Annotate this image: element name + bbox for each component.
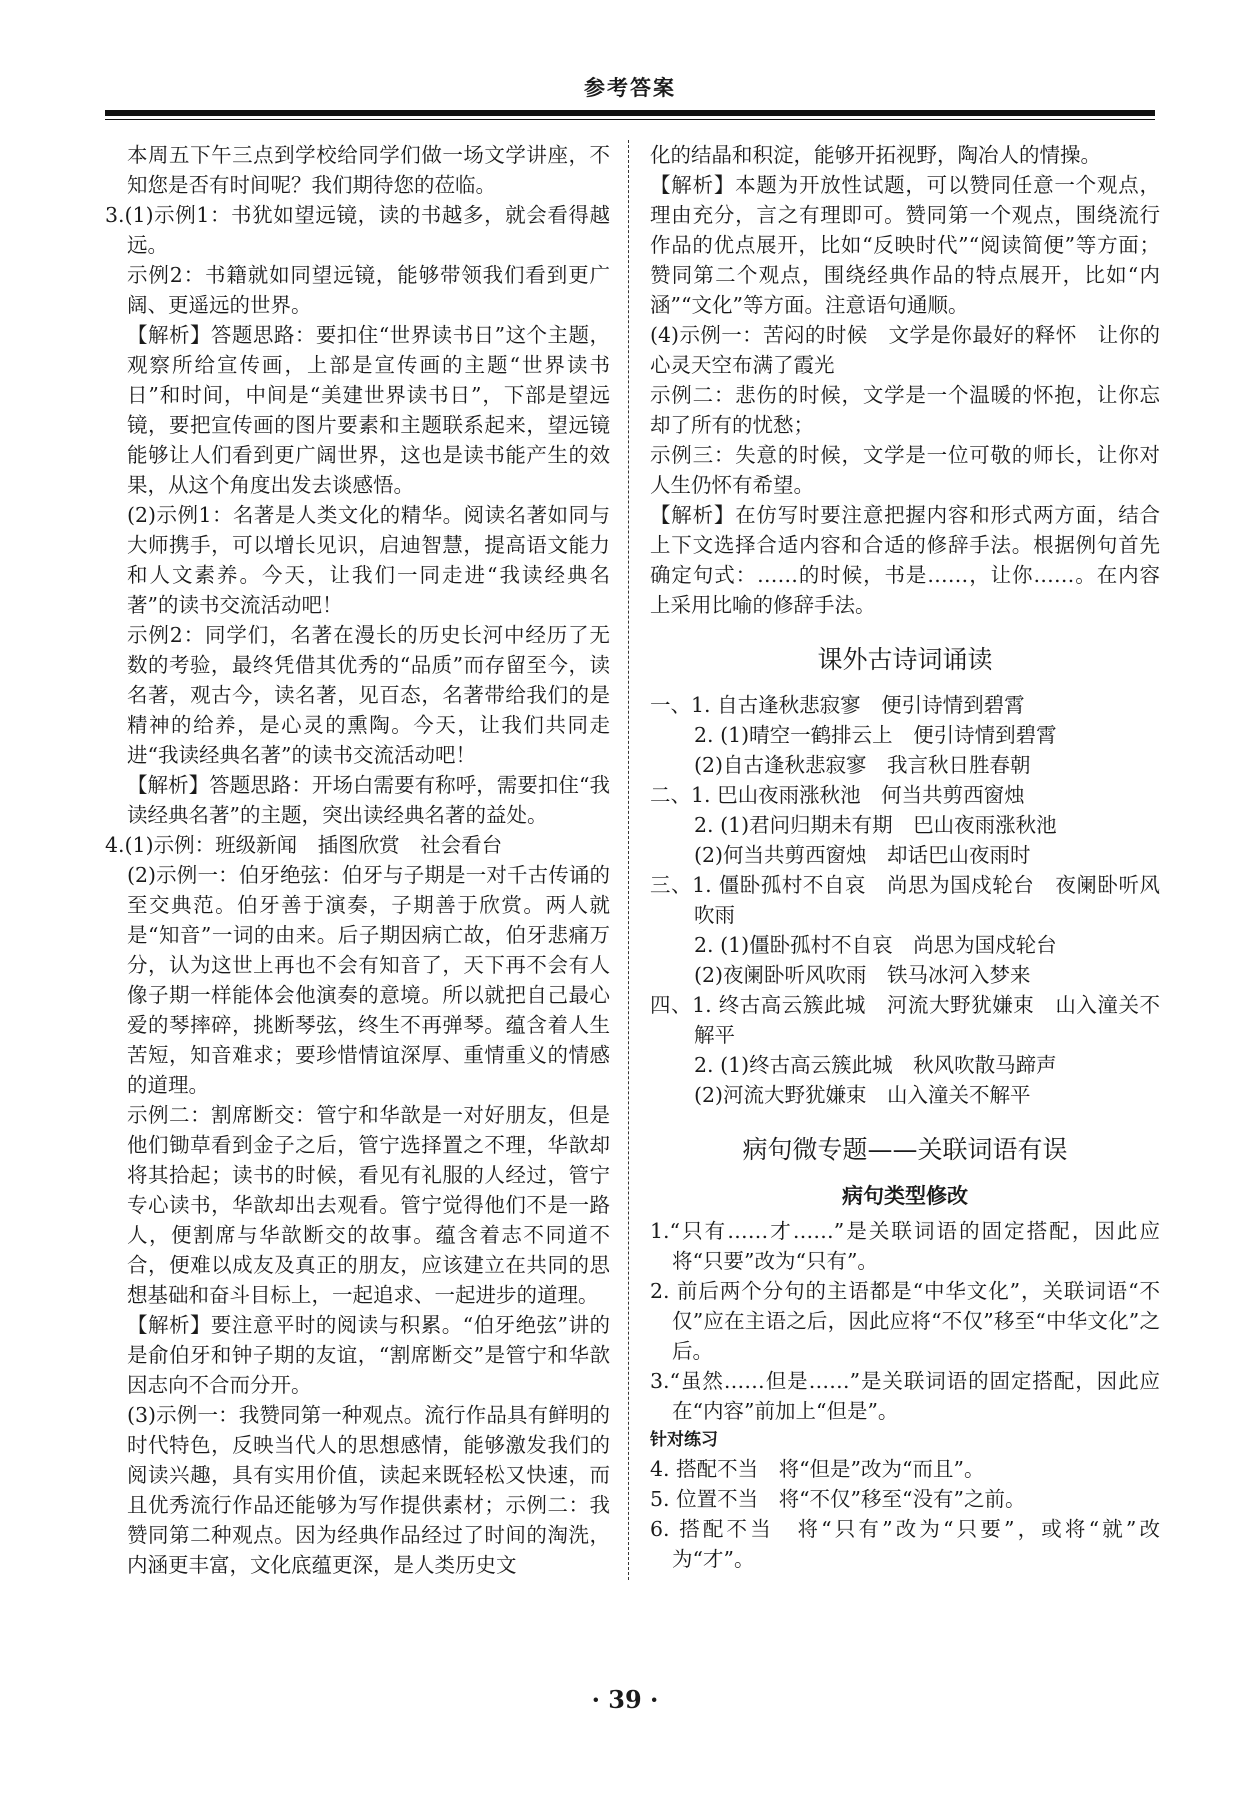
sentence-item: 1.“只有……才……”是关联词语的固定搭配，因此应将“只要”改为“只有”。 (650, 1219, 1160, 1273)
answer-paragraph: (3)示例一：我赞同第一种观点。流行作品具有鲜明的时代特色，反映当代人的思想感情，能够激发我们的阅读兴趣，具有实用价值，读起来既轻松又快速，而且优秀流行作品还能够为写作提供素材；示例二：我赞同第二种观点。因为经典作品经过了时间的淘洗，内涵更丰富，文化底蕴更深，是人类历史文 (127, 1403, 610, 1577)
poetry-section-title: 课外古诗词诵读 (817, 645, 993, 674)
answer-paragraph: 示例二：悲伤的时候，文学是一个温暖的怀抱，让你忘却了所有的忧愁； (650, 383, 1160, 437)
poetry-line: 2. (1)终古高云簇此城 秋风吹散马蹄声 (694, 1053, 1057, 1077)
answer-paragraph: (2)示例1：名著是人类文化的精华。阅读名著如同与大师携手，可以增长见识，启迪智慧，提高语文能力和人文素养。今天，让我们一同走进“我读经典名著”的读书交流活动吧！ (127, 503, 610, 617)
answer-paragraph: 【解析】要注意平时的阅读与积累。“伯牙绝弦”讲的是俞伯牙和钟子期的友谊，“割席断交”是管宁和华歆因志向不合而分开。 (127, 1313, 610, 1397)
header-rule-thick (105, 110, 1155, 116)
poetry-line: (2)夜阑卧听风吹雨 铁马冰河入梦来 (694, 963, 1031, 987)
poetry-line: (2)河流大野犹嫌束 山入潼关不解平 (694, 1083, 1031, 1107)
answer-paragraph: 示例2：同学们，名著在漫长的历史长河中经历了无数的考验，最终凭借其优秀的“品质”而存留至今，读名著，观古今，读名著，见百态，名著带给我们的是精神的给养，是心灵的熏陶。今天，让我们共同走进“我读经典名著”的读书交流活动吧！ (127, 623, 610, 767)
poetry-line: 2. (1)晴空一鹤排云上 便引诗情到碧霄 (694, 723, 1057, 747)
page-number: · 39 · (591, 1685, 659, 1714)
answer-paragraph: 【解析】在仿写时要注意把握内容和形式两方面，结合上下文选择合适内容和合适的修辞手法。根据例句首先确定句式：……的时候，书是……，让你……。在内容上采用比喻的修辞手法。 (650, 503, 1160, 617)
poetry-line: 四、1. 终古高云簇此城 河流大野犹嫌束 山入潼关不解平 (650, 993, 1160, 1047)
practice-item: 4. 搭配不当 将“但是”改为“而且”。 (650, 1457, 985, 1481)
sentence-subtitle: 病句类型修改 (842, 1184, 968, 1208)
poetry-line: (2)何当共剪西窗烛 却话巴山夜雨时 (694, 843, 1031, 867)
answer-paragraph: 【解析】答题思路：要扣住“世界读书日”这个主题，观察所给宣传画，上部是宣传画的主题“世界读书日”和时间，中间是“美建世界读书日”，下部是望远镜，要把宣传画的图片要素和主题联系起来，望远镜能够让人们看到更广阔世界，这也是读书能产生的效果，从这个角度出发去谈感悟。 (127, 323, 610, 497)
sentence-item: 2. 前后两个分句的主语都是“中华文化”，关联词语“不仅”应在主语之后，因此应将“不仅”移至“中华文化”之后。 (650, 1279, 1160, 1363)
answer-paragraph: (2)示例一：伯牙绝弦：伯牙与子期是一对千古传诵的至交典范。伯牙善于演奏，子期善于欣赏。两人就是“知音”一词的由来。后子期因病亡故，伯牙悲痛万分，认为这世上再也不会有知音了，天下再不会有人像子期一样能体会他演奏的意境。所以就把自己最心爱的琴摔碎，挑断琴弦，终生不再弹琴。蕴含着人生苦短，知音难求；要珍惜情谊深厚、重情重义的情感的道理。 (127, 863, 610, 1097)
right-column (650, 140, 1160, 1574)
answer-paragraph: 示例二：割席断交：管宁和华歆是一对好朋友，但是他们锄草看到金子之后，管宁选择置之不理，华歆却将其拾起；读书的时候，看见有礼服的人经过，管宁专心读书，华歆却出去观看。管宁觉得他们不是一路人，便割席与华歆断交的故事。蕴含着志不同道不合，便难以成友及真正的朋友，应该建立在共同的思想基础和奋斗目标上，一起追求、一起进步的道理。 (127, 1103, 610, 1307)
header-rule-thin (105, 119, 1155, 120)
answer-paragraph: 示例2：书籍就如同望远镜，能够带领我们看到更广阔、更遥远的世界。 (127, 263, 610, 317)
answer-paragraph: 3.(1)示例1：书犹如望远镜，读的书越多，就会看得越远。 (105, 203, 610, 257)
sentence-section-title: 病句微专题——关联词语有误 (742, 1135, 1068, 1164)
practice-item: 5. 位置不当 将“不仅”移至“没有”之前。 (650, 1487, 1026, 1511)
left-column (105, 140, 610, 1580)
poetry-line: 2. (1)僵卧孤村不自哀 尚思为国戍轮台 (694, 933, 1057, 957)
column-divider (628, 140, 629, 1580)
practice-label: 针对练习 (650, 1430, 718, 1450)
answer-paragraph: (4)示例一：苦闷的时候 文学是你最好的释怀 让你的心灵天空布满了霞光 (650, 323, 1160, 377)
answer-paragraph: 示例三：失意的时候，文学是一位可敬的师长，让你对人生仍怀有希望。 (650, 443, 1160, 497)
answer-paragraph: 【解析】答题思路：开场白需要有称呼，需要扣住“我读经典名著”的主题，突出读经典名著的益处。 (127, 773, 610, 827)
page-header (105, 72, 1155, 124)
poetry-line: 三、1. 僵卧孤村不自哀 尚思为国戍轮台 夜阑卧听风吹雨 (650, 873, 1160, 927)
answer-paragraph: 化的结晶和积淀，能够开拓视野，陶冶人的情操。 (650, 143, 1101, 167)
answer-paragraph: 本周五下午三点到学校给同学们做一场文学讲座，不知您是否有时间呢？我们期待您的莅临。 (127, 143, 610, 197)
sentence-item: 3.“虽然……但是……”是关联词语的固定搭配，因此应在“内容”前加上“但是”。 (650, 1369, 1160, 1423)
poetry-line: 二、1. 巴山夜雨涨秋池 何当共剪西窗烛 (650, 783, 1025, 807)
poetry-line: 2. (1)君问归期未有期 巴山夜雨涨秋池 (694, 813, 1057, 837)
practice-item: 6. 搭配不当 将“只有”改为“只要”，或将“就”改为“才”。 (650, 1517, 1160, 1571)
header-title: 参考答案 (584, 76, 676, 100)
poetry-line: 一、1. 自古逢秋悲寂寥 便引诗情到碧霄 (650, 693, 1025, 717)
answer-paragraph: 4.(1)示例：班级新闻 插图欣赏 社会看台 (105, 833, 503, 857)
poetry-line: (2)自古逢秋悲寂寥 我言秋日胜春朝 (694, 753, 1031, 777)
answer-paragraph: 【解析】本题为开放性试题，可以赞同任意一个观点，理由充分，言之有理即可。赞同第一个观点，围绕流行作品的优点展开，比如“反映时代”“阅读简便”等方面；赞同第二个观点，围绕经典作品的特点展开，比如“内涵”“文化”等方面。注意语句通顺。 (650, 173, 1160, 317)
